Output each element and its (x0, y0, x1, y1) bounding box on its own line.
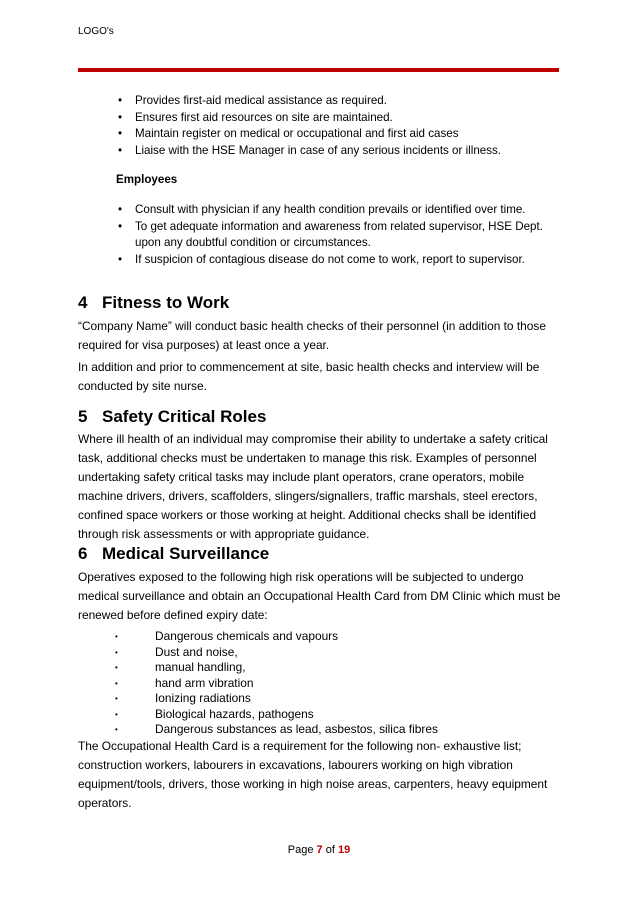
list-item: • If suspicion of contagious disease do not come to work, report to supervisor. (116, 252, 548, 269)
of-word: of (325, 844, 335, 856)
section-6-heading (78, 544, 269, 564)
section-6-paragraph-1: Operatives exposed to the following high risk operations will be subjected to undergo medical surveillance and obtain an Occupational Health Card from DM Clinic which must be renewed before defined expiry date: (78, 570, 561, 622)
section-6-paragraph-2: The Occupational Health Card is a requirement for the following non- exhaustive list; construction workers, labourers in excavations, labourers working on high vibration equipment/tools, drivers, those working in high noise areas, carpenters, heavy equipment operators. (78, 739, 548, 810)
list-item: • Maintain register on medical or occupational and first aid cases (116, 126, 556, 143)
list-item: • Consult with physician if any health condition prevails or identified over time. (116, 202, 548, 219)
current-page-number: 7 (316, 844, 323, 856)
section-number: 4 (78, 293, 88, 312)
section-5-paragraph: Where ill health of an individual may compromise their ability to undertake a safety critical task, additional checks must be undertaken to manage this risk. Examples of personnel undertaking safety critical tasks may include plant operators, crane operators, mobile machine drivers, drivers, scaffolders, slingers/signallers, traffic marshals, steel erectors, confined space workers or those working at height. Additional checks shall be identified through risk assessments or with appropriate guidance. (78, 432, 548, 541)
section-4-paragraph-2: In addition and prior to commencement at site, basic health checks and interview will be conducted by site nurse. (78, 360, 540, 393)
list-item: • Dangerous chemicals and vapours (115, 629, 515, 645)
high-risk-operations-list (115, 629, 515, 738)
list-item: • Provides first-aid medical assistance as required. (116, 93, 556, 110)
list-item: • Dangerous substances as lead, asbestos, silica fibres (115, 722, 515, 738)
list-item: • manual handling, (115, 660, 515, 676)
section-4-heading (78, 293, 229, 313)
section-title: Fitness to Work (102, 293, 230, 312)
section-title: Medical Surveillance (102, 544, 270, 563)
section-5-heading (78, 407, 266, 427)
first-aider-duties-list (116, 93, 556, 159)
list-item: • Biological hazards, pathogens (115, 707, 515, 723)
section-number: 6 (78, 544, 88, 563)
employees-duties-list (116, 202, 548, 268)
list-item: • Ionizing radiations (115, 691, 515, 707)
page-footer (0, 844, 638, 856)
header-logo-text: LOGO's (78, 26, 114, 37)
employees-heading: Employees (116, 173, 178, 186)
header-divider (78, 68, 559, 72)
total-pages-number: 19 (337, 844, 351, 856)
section-4-paragraph-1: “Company Name” will conduct basic health checks of their personnel (in addition to those required for visa purposes) at least once a year. (78, 319, 546, 352)
list-item: • Liaise with the HSE Manager in case of any serious incidents or illness. (116, 143, 556, 160)
list-item: • Dust and noise, (115, 645, 515, 661)
list-item: • To get adequate information and awareness from related supervisor, HSE Dept. upon any doubtful condition or circumstances. (116, 219, 548, 252)
section-number: 5 (78, 407, 88, 426)
list-item: • Ensures first aid resources on site are maintained. (116, 110, 556, 127)
section-title: Safety Critical Roles (102, 407, 267, 426)
page-word: Page (287, 844, 314, 856)
list-item: • hand arm vibration (115, 676, 515, 692)
